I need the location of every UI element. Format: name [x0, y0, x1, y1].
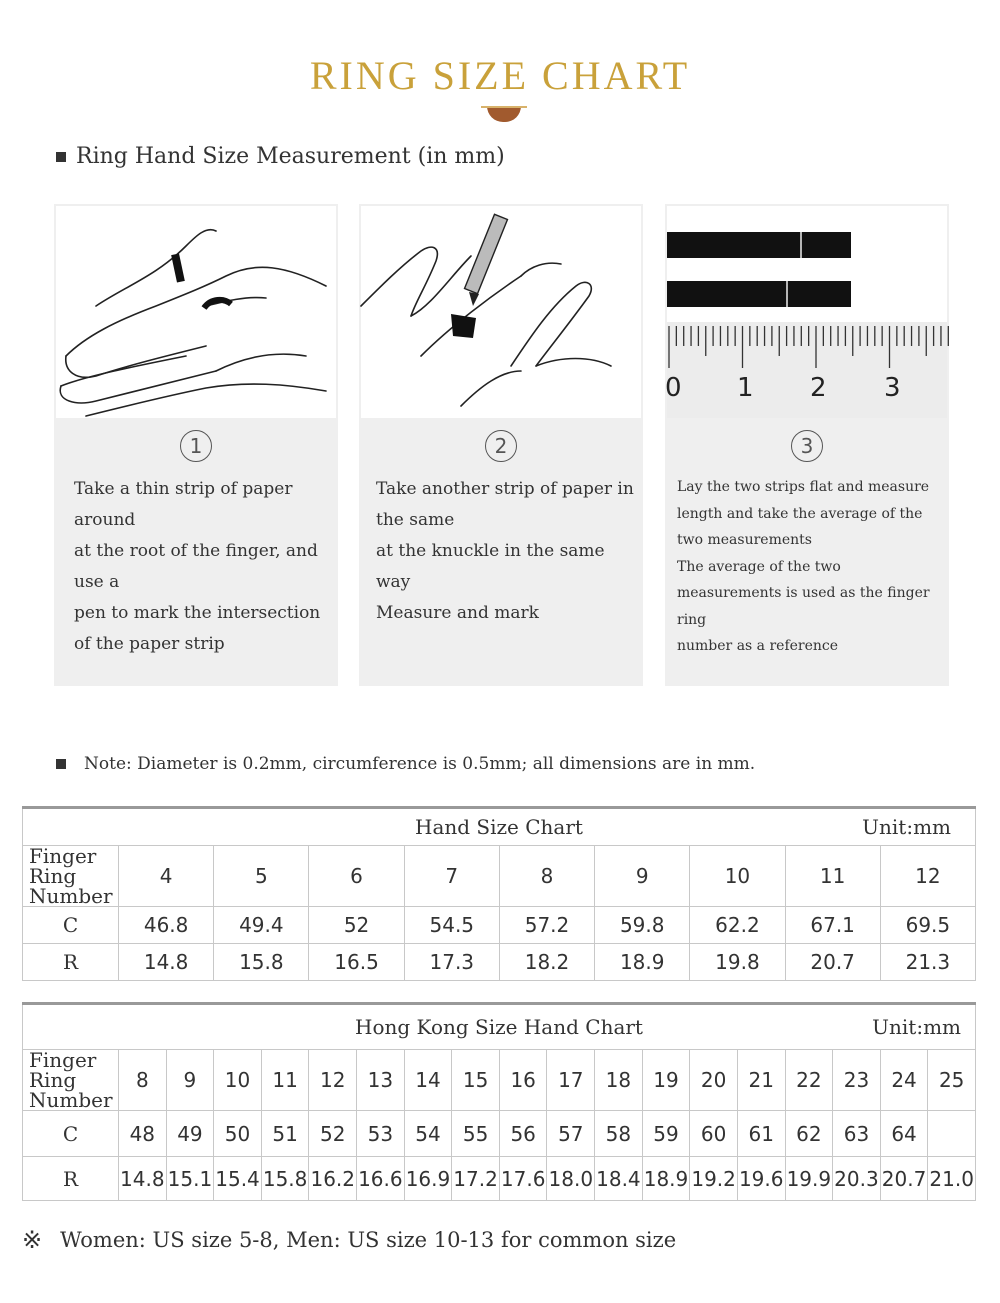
table-cell: 18.0 [547, 1157, 595, 1201]
table-row [23, 1157, 976, 1201]
step-2-text [376, 474, 634, 629]
table-cell: 62 [785, 1111, 833, 1157]
table-cell: 59 [642, 1111, 690, 1157]
table-cell: 21.3 [880, 944, 975, 981]
note [56, 754, 755, 774]
table-cell: 20.7 [880, 1157, 928, 1201]
table-cell: 8 [119, 1050, 167, 1111]
hand-knuckle-pen-icon [361, 206, 641, 418]
table-cell: 57 [547, 1111, 595, 1157]
step-line: two measurements [677, 532, 812, 548]
step-line: of the paper strip [74, 634, 225, 654]
table-unit: Unit:mm [862, 815, 951, 839]
table-cell: 12 [880, 846, 975, 907]
step-line: measurements is used as the finger [677, 585, 930, 601]
ruler-icon [667, 206, 947, 418]
table-row [23, 1111, 976, 1157]
table-cell: 16.6 [357, 1157, 405, 1201]
table-cell: 49.4 [214, 907, 309, 944]
table-title: Hong Kong Size Hand Chart [355, 1015, 643, 1039]
table-cell: 58 [595, 1111, 643, 1157]
table-cell: 59.8 [595, 907, 690, 944]
table-cell: 21.0 [928, 1157, 976, 1201]
table-cell: 10 [214, 1050, 262, 1111]
table-cell: 18.4 [595, 1157, 643, 1201]
table-cell: 60 [690, 1111, 738, 1157]
table-cell: 55 [452, 1111, 500, 1157]
table-cell: 16.9 [404, 1157, 452, 1201]
table-title: Hand Size Chart [415, 815, 583, 839]
table-cell: 19.6 [737, 1157, 785, 1201]
table-cell: 52 [309, 1111, 357, 1157]
table-cell: 51 [261, 1111, 309, 1157]
table-cell: 20.7 [785, 944, 880, 981]
table-unit: Unit:mm [872, 1015, 961, 1039]
note-text: Note: Diameter is 0.2mm, circumference is 0.5mm; all dimensions are in mm. [84, 754, 756, 774]
table-cell: 63 [833, 1111, 881, 1157]
table-cell: 69.5 [880, 907, 975, 944]
hand-paper-strip-illustration [56, 206, 336, 418]
step-panel-3 [665, 204, 949, 686]
table-cell: 15.8 [214, 944, 309, 981]
row-header-ring-number: Finger Ring Number [23, 1050, 119, 1111]
table-cell: 54 [404, 1111, 452, 1157]
table-cell: 10 [690, 846, 785, 907]
table-caption [23, 1004, 976, 1050]
table-cell: 17.2 [452, 1157, 500, 1201]
table-cell: 22 [785, 1050, 833, 1111]
table-cell: 15.1 [166, 1157, 214, 1201]
table-cell: 19.9 [785, 1157, 833, 1201]
table-cell: 18 [595, 1050, 643, 1111]
row-header-ring-number: Finger Ring Number [23, 846, 119, 907]
step-line: at the knuckle in the same [376, 541, 605, 561]
table-cell: 18.9 [642, 1157, 690, 1201]
table-cell: 52 [309, 907, 404, 944]
step-number: 2 [485, 430, 517, 462]
hand-size-chart-table [22, 806, 976, 981]
hand-pen-mark-illustration [361, 206, 641, 418]
table-cell: 20.3 [833, 1157, 881, 1201]
table-cell: 46.8 [119, 907, 214, 944]
step-line: ring [677, 611, 707, 628]
table-cell: 62.2 [690, 907, 785, 944]
table-cell: 17.3 [404, 944, 499, 981]
table-cell: 9 [595, 846, 690, 907]
table-cell: 5 [214, 846, 309, 907]
step-3-text [677, 474, 939, 660]
footer-text: Women: US size 5-8, Men: US size 10-13 for common size [60, 1228, 677, 1252]
table-cell: 64 [880, 1111, 928, 1157]
table-cell: 14.8 [119, 944, 214, 981]
table-cell: 17.6 [499, 1157, 547, 1201]
table-cell: 14.8 [119, 1157, 167, 1201]
footer-note [22, 1226, 676, 1254]
table-cell: 16.5 [309, 944, 404, 981]
hong-kong-size-chart-table [22, 1002, 976, 1201]
table-cell: 11 [785, 846, 880, 907]
table-cell: 18.2 [499, 944, 594, 981]
table-cell: 18.9 [595, 944, 690, 981]
step-line: at the root of the finger, and [74, 541, 318, 561]
step-line: length and take the average of the [677, 505, 923, 522]
row-header-c: C [23, 907, 119, 944]
ruler-label: 0 [665, 373, 682, 403]
row-header-r: R [23, 944, 119, 981]
table-cell: 21 [737, 1050, 785, 1111]
step-line: number as a reference [677, 638, 839, 654]
table-cell: 7 [404, 846, 499, 907]
bullet-square-icon [56, 152, 66, 162]
table-cell: 8 [499, 846, 594, 907]
table-cell: 19.8 [690, 944, 785, 981]
step-1-text [74, 474, 324, 660]
page-title: RING SIZE CHART [309, 53, 691, 98]
step-line: Lay the two strips flat and measure [677, 479, 930, 495]
step-panel-1 [54, 204, 338, 686]
table-cell: 19.2 [690, 1157, 738, 1201]
step-number: 1 [180, 430, 212, 462]
table-cell: 25 [928, 1050, 976, 1111]
table-cell: 15 [452, 1050, 500, 1111]
table-cell: 11 [261, 1050, 309, 1111]
table-cell: 48 [119, 1111, 167, 1157]
step-panel-2 [359, 204, 643, 686]
table-cell: 24 [880, 1050, 928, 1111]
row-header-r: R [23, 1157, 119, 1201]
table-cell: 20 [690, 1050, 738, 1111]
ruler-label: 1 [737, 373, 754, 403]
section-heading [56, 144, 505, 169]
table-cell: 14 [404, 1050, 452, 1111]
table-cell: 9 [166, 1050, 214, 1111]
table-cell: 50 [214, 1111, 262, 1157]
row-header-c: C [23, 1111, 119, 1157]
table-cell: 61 [737, 1111, 785, 1157]
step-line: use a [74, 572, 120, 592]
table-cell: 67.1 [785, 907, 880, 944]
step-line: the same [376, 510, 455, 530]
step-line: The average of the two [677, 558, 841, 575]
table-cell: 16.2 [309, 1157, 357, 1201]
step-number: 3 [791, 430, 823, 462]
step-line: Measure and mark [376, 603, 539, 623]
table-cell: 6 [309, 846, 404, 907]
table-row [23, 944, 976, 981]
table-cell: 49 [166, 1111, 214, 1157]
table-row [23, 1050, 976, 1111]
section-heading-text: Ring Hand Size Measurement (in mm) [76, 144, 505, 169]
ruler-label: 3 [884, 373, 901, 403]
table-cell: 17 [547, 1050, 595, 1111]
table-row [23, 846, 976, 907]
title-ornament [487, 106, 521, 122]
table-row [23, 907, 976, 944]
table-cell: 15.4 [214, 1157, 262, 1201]
table-cell: 57.2 [499, 907, 594, 944]
table-cell: 23 [833, 1050, 881, 1111]
paper-strips-ruler-illustration [667, 206, 947, 418]
table-cell: 15.8 [261, 1157, 309, 1201]
table-cell: 4 [119, 846, 214, 907]
table-cell: 13 [357, 1050, 405, 1111]
step-line: way [376, 572, 411, 592]
step-line: around [74, 510, 136, 530]
step-line: pen to mark the intersection [74, 603, 321, 623]
step-line: Take a thin strip of paper [74, 479, 293, 499]
table-cell: 53 [357, 1111, 405, 1157]
table-caption [23, 808, 976, 846]
table-cell: 16 [499, 1050, 547, 1111]
table-cell [928, 1111, 976, 1157]
table-cell: 19 [642, 1050, 690, 1111]
bullet-square-icon [56, 759, 66, 769]
table-cell: 12 [309, 1050, 357, 1111]
table-cell: 54.5 [404, 907, 499, 944]
hand-root-icon [56, 206, 336, 418]
reference-mark-icon: ※ [22, 1226, 43, 1254]
table-cell: 56 [499, 1111, 547, 1157]
ruler-label: 2 [810, 373, 827, 403]
step-line: Take another strip of paper in [376, 479, 634, 499]
